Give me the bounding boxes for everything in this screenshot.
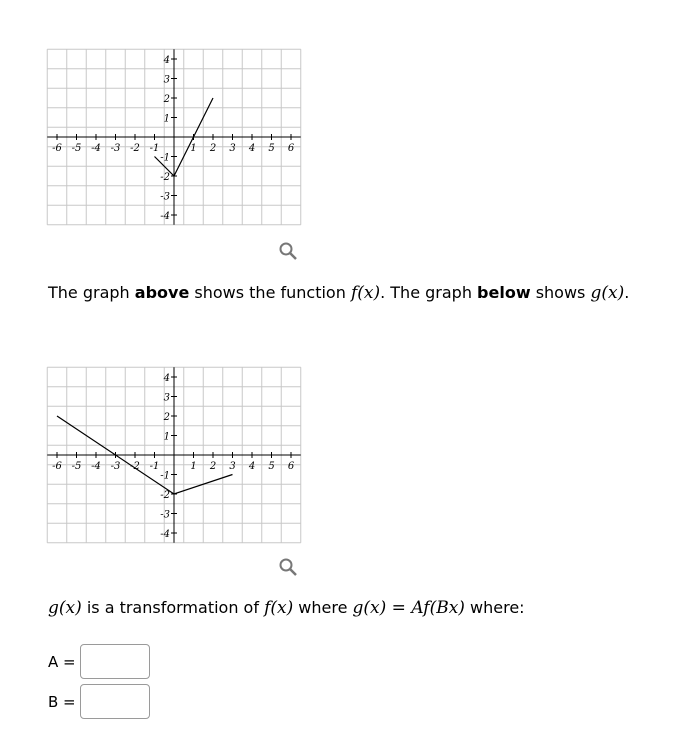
x-tick-label: 5 <box>268 461 275 472</box>
x-tick-label: -1 <box>149 461 160 472</box>
math-g: g(x) <box>590 283 625 303</box>
y-tick-label: -1 <box>160 470 170 482</box>
desc-text-a: The graph <box>48 283 135 302</box>
x-tick-label: -6 <box>52 143 62 154</box>
x-tick-label: -2 <box>130 461 140 472</box>
x-tick-label: -2 <box>130 143 140 154</box>
graph-description <box>48 283 629 303</box>
x-tick-label: 3 <box>229 143 236 154</box>
desc-text-g-pre: shows <box>530 283 591 302</box>
math-f2: f(x) <box>264 598 294 618</box>
y-tick-label: 4 <box>163 55 170 66</box>
x-tick-label: 2 <box>209 461 217 472</box>
math-equation: g(x) = Af(Bx) <box>352 598 465 618</box>
math-f: f(x) <box>350 283 381 303</box>
x-tick-label: 2 <box>209 143 217 154</box>
zoom-icon-graph-g[interactable] <box>278 557 298 577</box>
x-tick-label: 1 <box>190 461 197 472</box>
x-tick-label: -4 <box>91 461 101 472</box>
stmt-text-a: is a transformation of <box>81 598 265 617</box>
graph-g <box>44 318 310 580</box>
stmt-text-b: where <box>293 598 353 617</box>
input-a[interactable] <box>80 644 150 679</box>
graph-f <box>44 0 310 262</box>
y-tick-label: -3 <box>160 509 170 521</box>
graph-g-svg <box>44 318 310 580</box>
x-tick-label: -6 <box>52 461 62 472</box>
stmt-text-c: where: <box>464 598 525 617</box>
label-a: A = <box>48 652 76 671</box>
y-tick-label: -3 <box>160 191 170 203</box>
y-tick-label: 1 <box>163 113 170 125</box>
desc-text-d: . The graph <box>380 283 478 302</box>
graph-f-svg <box>44 0 310 262</box>
answer-row-a <box>48 644 150 679</box>
x-tick-label: -3 <box>110 461 121 472</box>
x-tick-label: -5 <box>71 461 82 472</box>
y-tick-label: 3 <box>163 392 170 404</box>
answer-row-b <box>48 684 150 719</box>
desc-text-c: shows the function <box>189 283 351 302</box>
y-tick-label: -2 <box>160 490 170 501</box>
y-tick-label: 2 <box>163 94 170 105</box>
x-tick-label: 6 <box>287 143 295 154</box>
zoom-icon-graph-f[interactable] <box>278 241 298 261</box>
x-tick-label: 3 <box>229 461 236 472</box>
y-tick-label: -4 <box>160 211 170 222</box>
x-tick-label: 6 <box>287 461 295 472</box>
y-tick-label: -2 <box>160 172 170 183</box>
x-tick-label: -1 <box>149 143 160 154</box>
label-b: B = <box>48 692 76 711</box>
x-tick-label: 1 <box>190 143 197 154</box>
y-tick-label: 2 <box>163 412 170 423</box>
desc-below: below <box>477 283 531 302</box>
math-g2: g(x) <box>48 598 82 618</box>
desc-above: above <box>134 283 190 302</box>
x-tick-label: 4 <box>248 143 256 154</box>
transformation-statement <box>48 598 525 618</box>
y-tick-label: 3 <box>163 74 170 86</box>
x-tick-label: -5 <box>71 143 82 154</box>
y-tick-label: -1 <box>160 152 170 164</box>
x-tick-label: 4 <box>248 461 256 472</box>
x-tick-label: -4 <box>91 143 101 154</box>
y-tick-label: 4 <box>163 373 170 384</box>
desc-end: . <box>624 283 630 302</box>
input-b[interactable] <box>80 684 150 719</box>
y-tick-label: 1 <box>163 431 170 443</box>
y-tick-label: -4 <box>160 529 170 540</box>
x-tick-label: 5 <box>268 143 275 154</box>
x-tick-label: -3 <box>110 143 121 154</box>
